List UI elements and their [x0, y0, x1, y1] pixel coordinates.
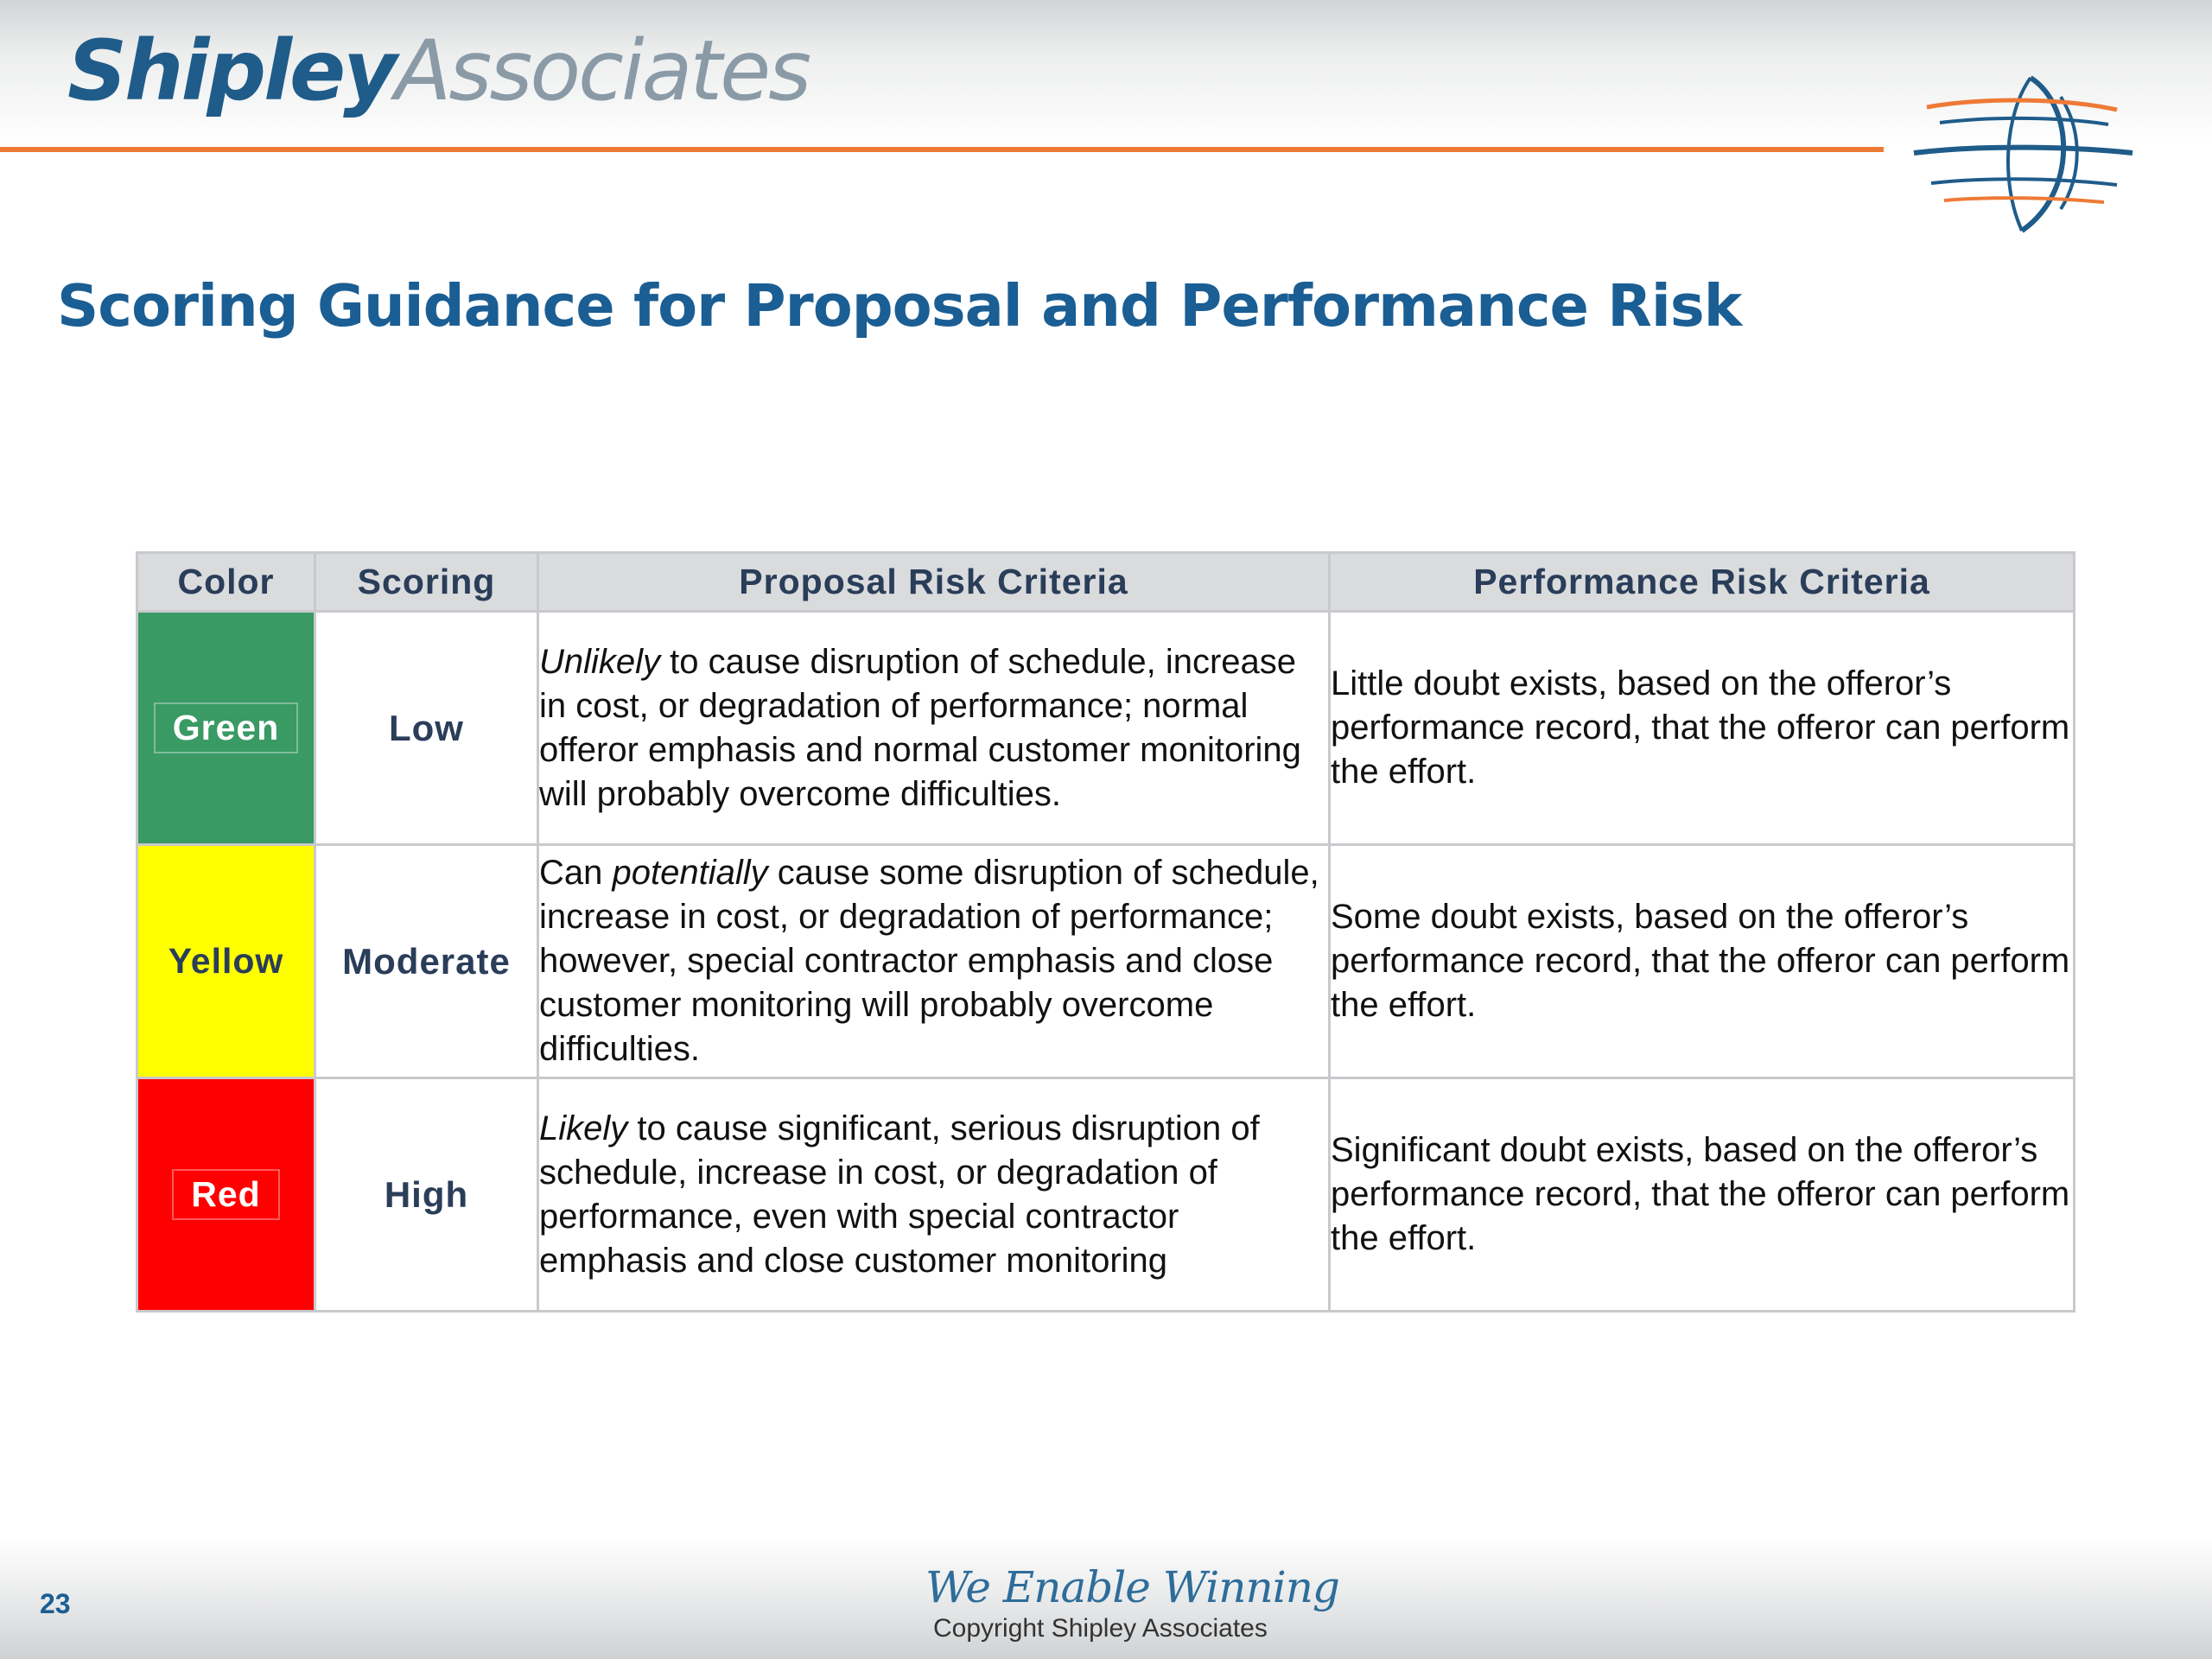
table-row [137, 845, 2075, 1078]
color-cell [137, 1078, 315, 1312]
performance-criteria-cell: Significant doubt exists, based on the offeror’s performance record, that the offeror can perform the effort. [1330, 1078, 2075, 1312]
color-cell [137, 612, 315, 845]
footer-copyright: Copyright Shipley Associates [933, 1614, 1268, 1643]
logo-part-shipley: Shipley [67, 22, 395, 119]
scoring-cell: Moderate [315, 845, 538, 1078]
proposal-text-emphasis: Likely [539, 1109, 628, 1147]
table-row [137, 612, 2075, 845]
color-label: Green [154, 702, 299, 753]
header-color: Color [137, 553, 315, 612]
header-performance-risk: Performance Risk Criteria [1330, 553, 2075, 612]
page-title: Scoring Guidance for Proposal and Performance Risk [57, 272, 1742, 340]
page-number: 23 [40, 1588, 71, 1619]
proposal-text-emphasis: Unlikely [539, 642, 661, 681]
proposal-criteria-cell [538, 1078, 1330, 1312]
proposal-text-pre: Can [539, 854, 613, 892]
performance-criteria-cell: Little doubt exists, based on the offeror’s performance record, that the offeror can perform the effort. [1330, 612, 2075, 845]
performance-criteria-cell: Some doubt exists, based on the offeror’s performance record, that the offeror can perform the effort. [1330, 845, 2075, 1078]
footer-slogan: We Enable Winning [925, 1562, 1339, 1612]
header-scoring: Scoring [315, 553, 538, 612]
logo-part-associates: Associates [394, 22, 810, 119]
shipley-logo [67, 22, 810, 119]
proposal-criteria-cell [538, 845, 1330, 1078]
scoring-table [136, 551, 2075, 1313]
header-rule [0, 147, 1884, 152]
scoring-cell: High [315, 1078, 538, 1312]
proposal-text-emphasis: potentially [612, 854, 768, 892]
proposal-text-post: cause some disruption of schedule, increase in cost, or degradation of performance; however, special contractor emphasis and close customer monitoring will probably overcome difficulties. [539, 854, 1319, 1068]
scoring-cell: Low [315, 612, 538, 845]
color-label: Yellow [168, 941, 284, 981]
proposal-criteria-cell [538, 612, 1330, 845]
header-proposal-risk: Proposal Risk Criteria [538, 553, 1330, 612]
table-row [137, 1078, 2075, 1312]
color-cell [137, 845, 315, 1078]
proposal-text-post: to cause disruption of schedule, increase in cost, or degradation of performance; normal offeror emphasis and normal customer monitoring will probably overcome difficulties. [539, 642, 1301, 813]
color-label: Red [172, 1169, 279, 1220]
globe-swoosh-icon [1910, 71, 2134, 235]
table-header-row [137, 553, 2075, 612]
proposal-text-post: to cause significant, serious disruption of schedule, increase in cost, or degradation of performance, even with special contractor emphasis and close customer monitoring [539, 1109, 1260, 1280]
